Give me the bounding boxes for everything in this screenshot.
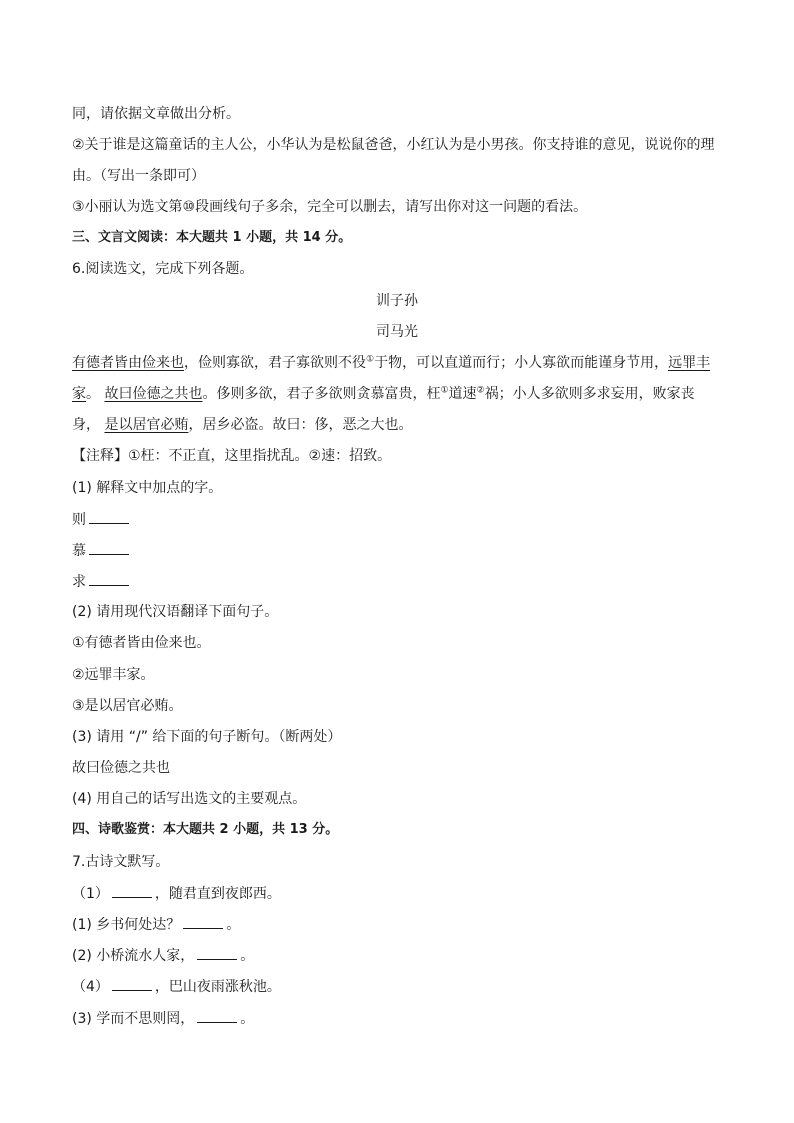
underlined-sentence: 家 (72, 386, 86, 402)
passage-line (72, 415, 412, 435)
fill-suffix: 。 (240, 1011, 255, 1027)
answer-blank[interactable] (183, 914, 223, 929)
question-stem: 7.古诗文默写。 (72, 854, 170, 870)
answer-blank[interactable] (197, 1008, 237, 1023)
passage-text: 于物，可以直道而行；小人寡欲而能谨身节用， (374, 355, 669, 371)
answer-blank[interactable] (89, 509, 129, 524)
sentence-item: ③是以居官必贿。 (72, 698, 183, 714)
word-item (72, 509, 132, 530)
passage-text: 。 (86, 386, 100, 402)
section-heading: 四、诗歌鉴赏：本大题共 2 小题，共 13 分。 (72, 822, 339, 837)
passage-text: 。侈则多欲，君子多欲则贪慕富贵，枉 (202, 386, 441, 402)
word-label: 求 (72, 574, 86, 590)
fill-item (72, 1008, 254, 1029)
fill-suffix: ，随君直到夜郎西。 (154, 886, 281, 902)
footnote-marker: ① (366, 354, 375, 365)
annotation: 【注释】①枉：不正直，这里指扰乱。②速：招致。 (72, 448, 392, 464)
fill-prefix: (2) 小桥流水人家， (72, 948, 195, 964)
sentence-item: ②远罪丰家。 (72, 667, 155, 683)
fill-prefix: (3) 学而不思则罔， (72, 1011, 195, 1027)
fill-item (72, 883, 281, 904)
answer-blank[interactable] (112, 883, 152, 898)
fill-suffix: 。 (240, 948, 255, 964)
underlined-sentence: 是以居官必贿 (104, 417, 189, 433)
sub-question: (1) 解释文中加点的字。 (72, 480, 223, 496)
answer-blank[interactable] (197, 945, 237, 960)
section-heading: 三、文言文阅读：本大题共 1 小题，共 14 分。 (72, 230, 352, 245)
sub-question: (4) 用自己的话写出选文的主要观点。 (72, 791, 307, 807)
word-item (72, 540, 132, 561)
sentence-item: 故曰俭德之共也 (72, 760, 170, 776)
answer-blank[interactable] (89, 571, 129, 586)
text-line: ③小丽认为选文第⑩段画线句子多余，完全可以删去，请写出你对这一问题的看法。 (72, 199, 588, 215)
passage-title: 训子孙 (376, 293, 418, 309)
passage-line (72, 384, 695, 404)
fill-item (72, 976, 281, 997)
passage-text: ，俭则寡欲，君子寡欲则不役 (184, 355, 366, 371)
underlined-sentence: 远罪丰 (668, 355, 711, 371)
passage-text: 祸；小人多欲则多求妄用，败家丧 (484, 386, 695, 402)
answer-blank[interactable] (89, 540, 129, 555)
underlined-sentence: 故曰俭德之共也 (104, 386, 203, 402)
fill-suffix: ，巴山夜雨涨秋池。 (154, 979, 281, 995)
passage-text: ，居乡必盗。故曰：侈，恶之大也。 (188, 417, 413, 433)
word-label: 则 (72, 512, 86, 528)
word-item (72, 571, 132, 592)
fill-item (72, 945, 254, 966)
sub-question: (3) 请用 “/” 给下面的句子断句。（断两处） (72, 729, 342, 745)
answer-blank[interactable] (112, 976, 152, 991)
text-line: 由。（写出一条即可） (72, 168, 205, 184)
passage-line (72, 353, 710, 373)
fill-prefix: （1） (72, 886, 109, 902)
footnote-marker: ② (476, 385, 485, 396)
fill-prefix: （4） (72, 979, 109, 995)
text-line: 同，请依据文章做出分析。 (72, 106, 240, 122)
fill-item (72, 914, 240, 935)
text-line: ②关于谁是这篇童话的主人公，小华认为是松鼠爸爸，小红认为是小男孩。你支持谁的意见，说说你的理 (72, 137, 715, 153)
word-label: 慕 (72, 543, 86, 559)
footnote-marker: ① (440, 385, 449, 396)
fill-prefix: (1) 乡书何处达？ (72, 917, 181, 933)
sentence-item: ①有德者皆由俭来也。 (72, 635, 211, 651)
passage-text: 道速 (448, 386, 477, 402)
question-stem: 6.阅读选文，完成下列各题。 (72, 261, 254, 277)
sub-question: (2) 请用现代汉语翻译下面句子。 (72, 604, 279, 620)
passage-text: 身， (72, 417, 100, 433)
fill-suffix: 。 (226, 917, 241, 933)
underlined-sentence: 有德者皆由俭来也 (72, 355, 184, 371)
passage-author: 司马光 (376, 324, 418, 340)
